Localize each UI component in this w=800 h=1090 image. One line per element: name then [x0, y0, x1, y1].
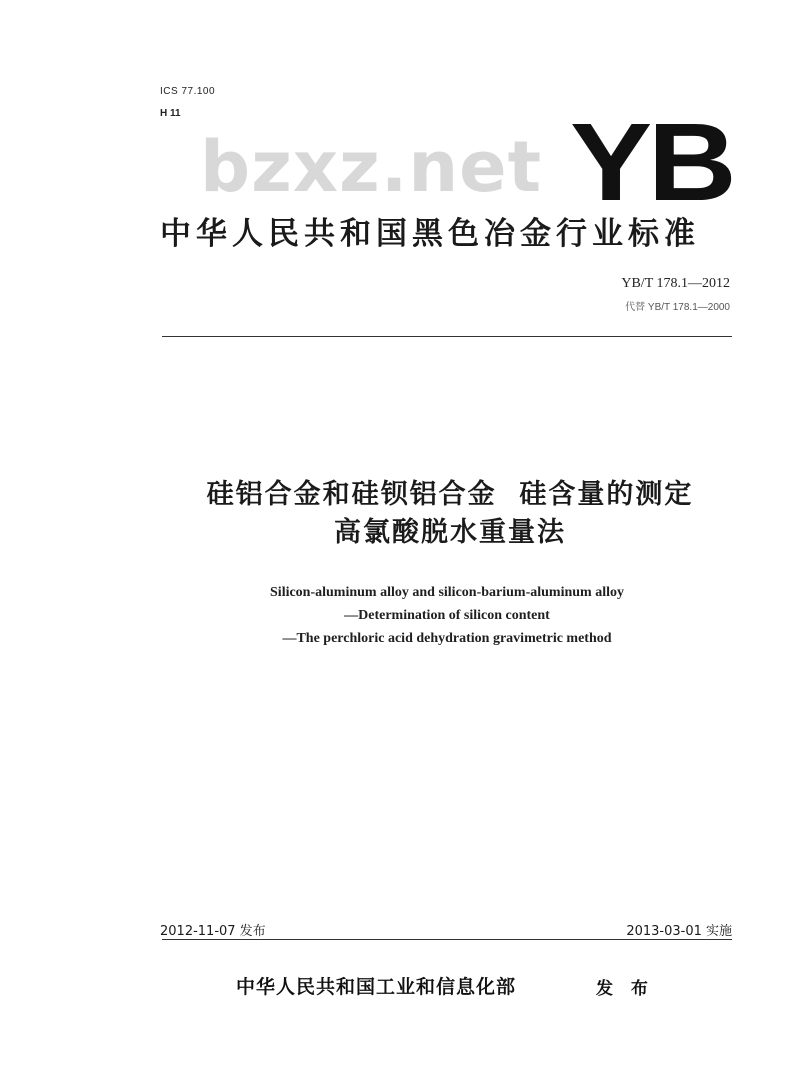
industry-standard-title: 中华人民共和国黑色冶金行业标准	[160, 216, 700, 252]
watermark: bzxz.net	[200, 126, 543, 208]
classification-code: H 11	[160, 108, 181, 119]
chinese-title-line-1: 硅铝合金和硅钡铝合金 硅含量的测定	[206, 479, 694, 510]
issuing-authority: 中华人民共和国工业和信息化部	[236, 976, 517, 998]
header-divider	[162, 336, 732, 337]
yb-logo: YB	[570, 101, 733, 224]
footer-divider	[162, 939, 732, 940]
english-title-line-1: Silicon-aluminum alloy and silicon-barium-aluminum alloy	[270, 585, 624, 600]
implementation-date: 2013-03-01 实施	[626, 924, 732, 939]
replaces-standard: 代替 YB/T 178.1—2000	[625, 302, 730, 313]
english-title-line-2: —Determination of silicon content	[344, 608, 550, 623]
issued-label: 发 布	[596, 979, 654, 999]
ics-code: ICS 77.100	[160, 86, 216, 97]
chinese-title-line-2: 高氯酸脱水重量法	[334, 517, 566, 548]
english-title-line-3: —The perchloric acid dehydration gravimetric method	[282, 631, 612, 646]
issue-date: 2012-11-07 发布	[160, 924, 266, 939]
standard-number: YB/T 178.1—2012	[621, 276, 730, 291]
